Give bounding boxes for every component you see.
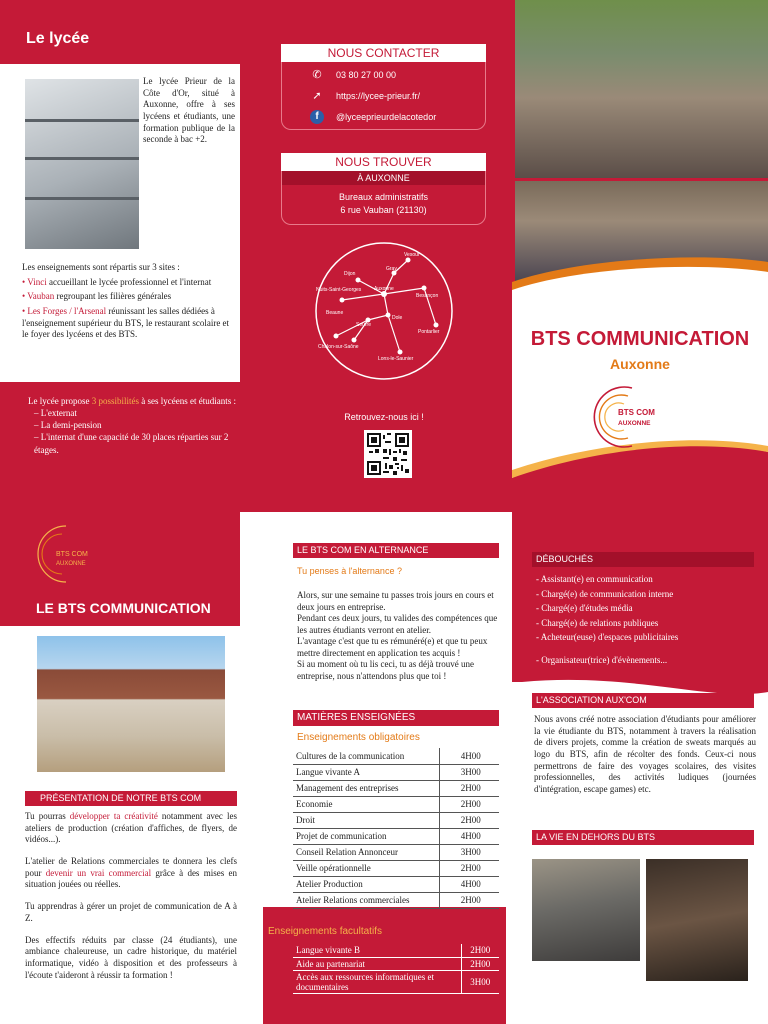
list-item: - Assistant(e) en communication bbox=[536, 574, 653, 584]
options-intro: Le lycée propose 3 possibilités à ses lycéens et étudiants : bbox=[28, 396, 236, 406]
table-row: Langue vivante A 3H00 bbox=[293, 764, 499, 780]
list-item: - Organisateur(trice) d'évènements... bbox=[536, 654, 668, 665]
table-row: Langue vivante B 2H00 bbox=[293, 944, 499, 957]
association-header: L'ASSOCIATION AUX'COM bbox=[532, 693, 754, 708]
svg-text:AUXONNE: AUXONNE bbox=[56, 561, 86, 567]
map-label-gray: Gray bbox=[386, 266, 397, 272]
accommodation-options bbox=[28, 395, 238, 456]
map-label-vesoul: Vesoul bbox=[404, 252, 420, 258]
panel-contact bbox=[256, 0, 512, 512]
paragraph: Tu apprendras à gérer un projet de communication de A à Z. bbox=[25, 901, 237, 923]
site-item: • Les Forges / l'Arsenal réunissant les salles dédiées à l'enseignement supérieur du BTS, le restaurant scolaire et le foyer des lycéens et des BTS. bbox=[22, 306, 230, 340]
mandatory-subjects-table bbox=[293, 748, 499, 909]
phone-icon: ✆ bbox=[312, 69, 322, 81]
option-item: – L'externat bbox=[34, 408, 77, 419]
facebook-icon: f bbox=[308, 110, 326, 124]
table-row: Cultures de la communication 4H00 bbox=[293, 748, 499, 764]
find-header: NOUS TROUVER bbox=[281, 153, 486, 171]
map-label-seurre: Seurre bbox=[356, 322, 372, 328]
map-label-beaune: Beaune bbox=[326, 310, 344, 316]
panel-cover bbox=[512, 0, 768, 512]
paragraph: L'atelier de Relations commerciales te donnera les clefs pour devenir un vrai commercial grâce à des mises en situation jouées ou réelles. bbox=[25, 856, 238, 890]
map-label-dole: Dole bbox=[392, 315, 403, 321]
table-row: Conseil Relation Annonceur 3H00 bbox=[293, 844, 499, 860]
qr-icon bbox=[367, 433, 409, 475]
find-us-label: Retrouvez-nous ici ! bbox=[344, 412, 424, 422]
association-text: Nous avons créé notre association d'étudiants pour améliorer la vie étudiante du BTS, notamment à travers la réalisation de divers projets, comme la création de sweats marqués au logo du BTS, afin de récolter des fonds. Ceux-ci nous permettrons de faire des voyages scolaires, des visites professionnelles, des activités ludiques (journées d'intégration, escape games) etc. bbox=[534, 714, 756, 795]
list-item: - Chargé(e) de communication interne bbox=[536, 588, 674, 599]
site-item: • Vinci accueillant le lycée professionnel et l'internat bbox=[22, 276, 212, 287]
paragraph: Tu pourras développer ta créativité notamment avec les ateliers de production (création d'affiches, de flyers, de vidéos...). bbox=[25, 811, 237, 845]
panel-alternance-matieres bbox=[256, 512, 512, 1024]
debouches-header: DÉBOUCHÉS bbox=[532, 552, 754, 567]
table-row: Veille opérationnelle 2H00 bbox=[293, 860, 499, 876]
presentation-text bbox=[25, 811, 237, 991]
table-row: Projet de communication 4H00 bbox=[293, 828, 499, 844]
optional-title: Enseignements facultatifs bbox=[268, 926, 382, 937]
site-item: • Vauban regroupant les filières générales bbox=[22, 291, 172, 302]
qr-code[interactable] bbox=[364, 430, 412, 478]
optional-subjects-table bbox=[293, 944, 499, 994]
location-map bbox=[308, 240, 460, 382]
subjects-header: MATIÈRES ENSEIGNÉES bbox=[293, 710, 499, 726]
address: Bureaux administratifs 6 rue Vauban (21130) bbox=[338, 192, 429, 215]
student-life-header: LA VIE EN DEHORS DU BTS bbox=[532, 830, 754, 845]
panel-le-lycee bbox=[0, 0, 256, 512]
lycee-interior-photo bbox=[25, 79, 139, 249]
list-item: - Acheteur(euse) d'espaces publicitaires bbox=[536, 632, 679, 642]
section-title: LE BTS COMMUNICATION bbox=[36, 600, 211, 616]
sites-intro: Les enseignements sont répartis sur 3 sites : bbox=[22, 262, 180, 272]
table-row: Aide au partenariat 2H00 bbox=[293, 957, 499, 970]
table-row: Accès aux ressources informatiques et documentaires 3H00 bbox=[293, 970, 499, 993]
option-item: – La demi-pension bbox=[34, 420, 102, 431]
panel-debouches-association bbox=[512, 512, 768, 1024]
alternance-header: LE BTS COM EN ALTERNANCE bbox=[293, 543, 499, 558]
bts-com-logo bbox=[592, 382, 688, 452]
paragraph: Des effectifs réduits par classe (24 étudiants), une ambiance chaleureuse, un cadre historique, du matériel informatique, vidéo à disposition et des professeurs à l'écoute t'aideront à réussir ta formation ! bbox=[25, 934, 237, 980]
svg-text:BTS COM: BTS COM bbox=[618, 408, 655, 417]
svg-text:BTS COM: BTS COM bbox=[56, 551, 88, 558]
map-label-pontarlier: Pontarlier bbox=[418, 329, 440, 335]
map-label-dijon: Dijon bbox=[344, 271, 356, 277]
panel-title: Le lycée bbox=[26, 30, 90, 47]
panel-bts-communication bbox=[0, 512, 256, 1024]
table-row: Droit 2H00 bbox=[293, 812, 499, 828]
campus-building-photo bbox=[37, 636, 225, 772]
city-label: À AUXONNE bbox=[282, 171, 485, 185]
map-label-lons: Lons-le-Saunier bbox=[378, 356, 414, 362]
table-row: Economie 2H00 bbox=[293, 796, 499, 812]
contact-header: NOUS CONTACTER bbox=[281, 44, 486, 62]
facebook-link[interactable]: f @lyceeprieurdelacotedor bbox=[282, 106, 485, 127]
contact-box bbox=[281, 62, 486, 130]
student-life-photo-1 bbox=[532, 859, 640, 961]
lycee-intro-text: Le lycée Prieur de la Côte d'Or, situé à Auxonne, offre à ses lycéens et étudiants, une formation publique de la seconde à bac +2. bbox=[143, 76, 235, 145]
debouches-list bbox=[532, 572, 754, 667]
bts-com-logo bbox=[32, 520, 112, 588]
sites-list bbox=[22, 262, 234, 344]
table-row: Atelier Production 4H00 bbox=[293, 876, 499, 892]
cursor-click-icon: ➚ bbox=[312, 90, 322, 102]
map-label-besancon: Besançon bbox=[416, 293, 439, 299]
mandatory-title: Enseignements obligatoires bbox=[297, 732, 420, 743]
map-label-center: Auxonne bbox=[374, 286, 394, 292]
alternance-question: Tu penses à l'alternance ? bbox=[297, 566, 402, 576]
address-box bbox=[281, 171, 486, 225]
svg-text:AUXONNE: AUXONNE bbox=[618, 420, 651, 427]
presentation-header: PRÉSENTATION DE NOTRE BTS COM bbox=[25, 791, 237, 806]
list-item: - Chargé(e) de relations publiques bbox=[536, 617, 659, 628]
cover-subtitle: Auxonne bbox=[610, 356, 670, 372]
table-row: Management des entreprises 2H00 bbox=[293, 780, 499, 796]
map-label-nuits: Nuits-Saint-Georges bbox=[316, 287, 362, 293]
phone-row[interactable]: ✆ 03 80 27 00 00 bbox=[282, 64, 485, 85]
lycee-info-box bbox=[0, 64, 240, 382]
cover-title: BTS COMMUNICATION bbox=[530, 328, 750, 350]
website-link[interactable]: ➚ https://lycee-prieur.fr/ bbox=[282, 85, 485, 106]
student-life-photo-2 bbox=[646, 859, 748, 981]
table-row: Atelier Relations commerciales 2H00 bbox=[293, 892, 499, 908]
map-label-chalon: Chalon-sur-Saône bbox=[318, 344, 359, 350]
option-item: – L'internat d'une capacité de 30 places réparties sur 2 étages. bbox=[34, 432, 229, 455]
list-item: - Chargé(e) d'études média bbox=[536, 603, 633, 613]
alternance-text: Alors, sur une semaine tu passes trois jours en cours et deux jours en entreprise. Pendant ces deux jours, tu valides des compétences que les autres étudiants verront en atelier. L'avantage c'est que tu es rémunéré(e) et que tu peux mettre directement en application tes acquis ! Si au moment où tu lis ceci, tu as déjà trouvé une entreprise, nous n'attendons plus que toi ! bbox=[297, 590, 498, 681]
title-band bbox=[0, 512, 240, 626]
